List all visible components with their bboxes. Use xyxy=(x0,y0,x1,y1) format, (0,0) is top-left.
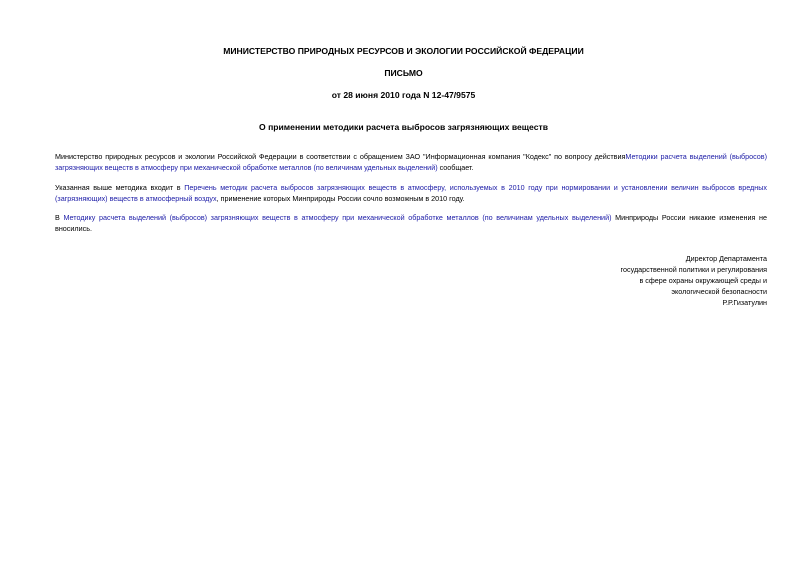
paragraph-3-link[interactable]: Методику расчета выделений (выбросов) загрязняющих веществ в атмосферу при механической обработке металлов (по величинам удельных выделений) xyxy=(63,213,612,222)
signature-name: Р.Р.Гизатулин xyxy=(722,298,767,307)
paragraph-3-text-after: Минприроды России никакие изменения не вносились. xyxy=(55,213,768,233)
subject-heading: О применении методики расчета выбросов загрязняющих веществ xyxy=(259,122,548,132)
signature-line-3: в сфере охраны окружающей среды и xyxy=(639,276,767,285)
paragraph-1-link[interactable]: Методики расчета выделений (выбросов) загрязняющих веществ в атмосферу при механической обработке металлов (по величинам удельных выделений) xyxy=(55,152,767,172)
signature-line-2: государственной политики и регулирования xyxy=(620,265,767,274)
paragraph-1-text-before: Министерство природных ресурсов и экологии Российской Федерации в соответствии с обращением ЗАО "Информационная компания "Кодекс" по вопросу действия xyxy=(55,152,626,161)
signature-block xyxy=(567,253,767,308)
paragraph-1-text-after: сообщает. xyxy=(437,163,474,172)
ministry-heading: МИНИСТЕРСТВО ПРИРОДНЫХ РЕСУРСОВ И ЭКОЛОГИИ РОССИЙСКОЙ ФЕДЕРАЦИИ xyxy=(223,46,584,56)
doc-type-heading: ПИСЬМО xyxy=(384,68,423,78)
paragraph-1 xyxy=(55,151,767,173)
date-number-heading: от 28 июня 2010 года N 12-47/9575 xyxy=(331,90,476,100)
paragraph-2-text-after: , применение которых Минприроды России сочло возможным в 2010 году. xyxy=(216,194,465,203)
signature-line-4: экологической безопасности xyxy=(671,287,767,296)
paragraph-2 xyxy=(55,182,767,204)
paragraph-3-text-before: В xyxy=(55,213,64,222)
signature-line-1: Директор Департамента xyxy=(685,254,767,263)
paragraph-2-link[interactable]: Перечень методик расчета выбросов загрязняющих веществ в атмосферу, используемых в 2010 году при нормировании и установлении величин выбросов вредных (загрязняющих) веществ в атмосферный воздух xyxy=(55,183,767,203)
paragraph-2-text-before: Указанная выше методика входит в xyxy=(55,183,185,192)
paragraph-3 xyxy=(55,212,767,234)
